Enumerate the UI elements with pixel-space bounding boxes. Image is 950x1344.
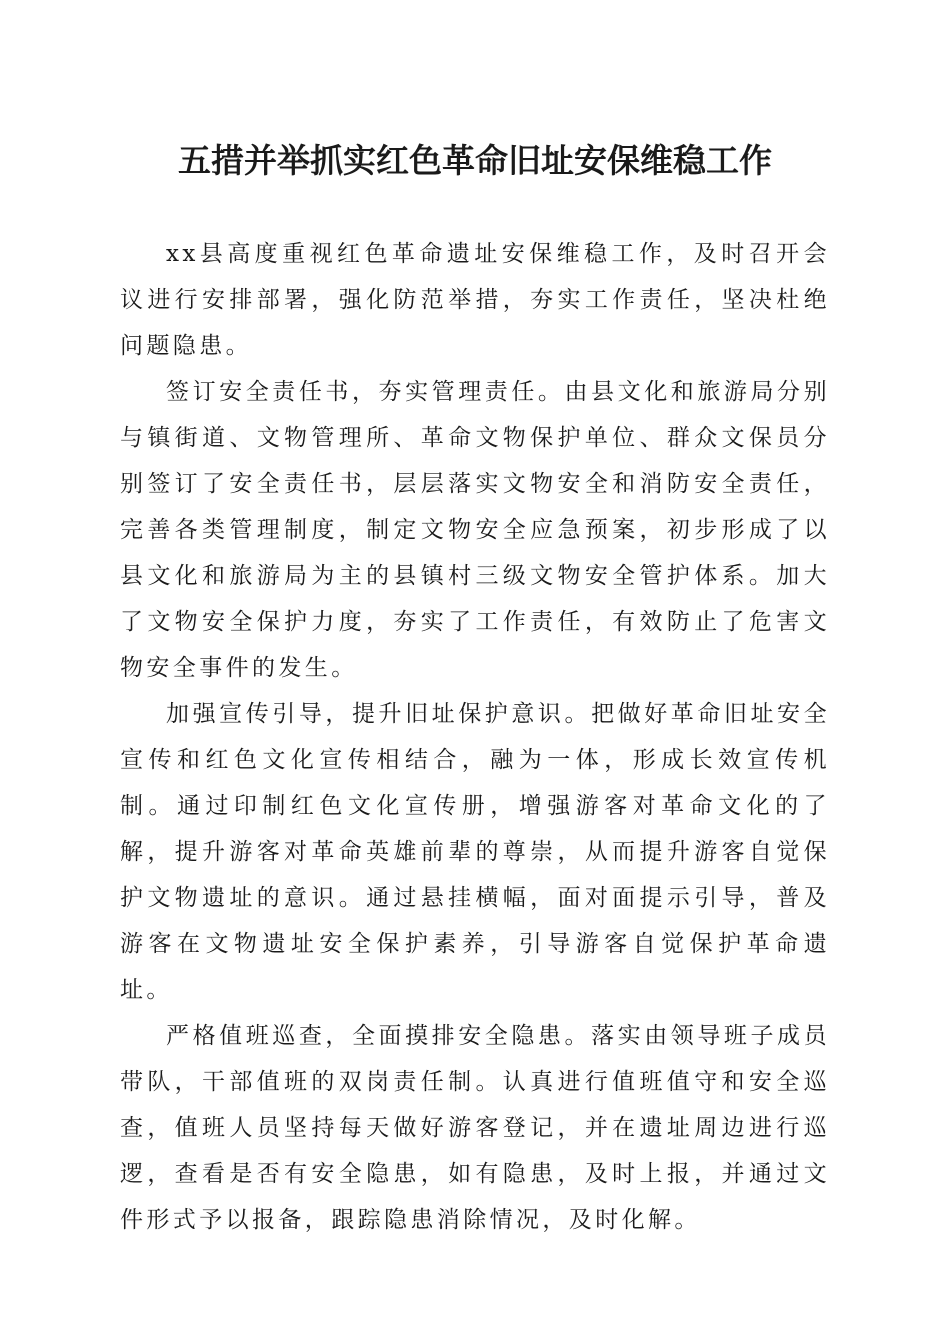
paragraph-publicity: 加强宣传引导，提升旧址保护意识。把做好革命旧址安全宣传和红色文化宣传相结合，融为一体，形成长效宣传机制。通过印制红色文化宣传册，增强游客对革命文化的了解，提升游客对革命英雄前辈的尊崇，从而提升游客自觉保护文物遗址的意识。通过悬挂横幅，面对面提示引导，普及游客在文物遗址安全保护素养，引导游客自觉保护革命遗址。	[120, 701, 830, 1003]
paragraph-intro: xx县高度重视红色革命遗址安保维稳工作，及时召开会议进行安排部署，强化防范举措，夯实工作责任，坚决杜绝问题隐患。	[120, 241, 830, 359]
document-body	[120, 231, 830, 1243]
document-title: 五措并举抓实红色革命旧址安保维稳工作	[178, 141, 772, 180]
paragraph-patrol: 严格值班巡查，全面摸排安全隐患。落实由领导班子成员带队，干部值班的双岗责任制。认真进行值班值守和安全巡查，值班人员坚持每天做好游客登记，并在遗址周边进行巡逻，查看是否有安全隐患，如有隐患，及时上报，并通过文件形式予以报备，跟踪隐患消除情况，及时化解。	[120, 1023, 830, 1233]
paragraph-responsibility: 签订安全责任书，夯实管理责任。由县文化和旅游局分别与镇街道、文物管理所、革命文物保护单位、群众文保员分别签订了安全责任书，层层落实文物安全和消防安全责任，完善各类管理制度，制定文物安全应急预案，初步形成了以县文化和旅游局为主的县镇村三级文物安全管护体系。加大了文物安全保护力度，夯实了工作责任，有效防止了危害文物安全事件的发生。	[120, 379, 830, 681]
